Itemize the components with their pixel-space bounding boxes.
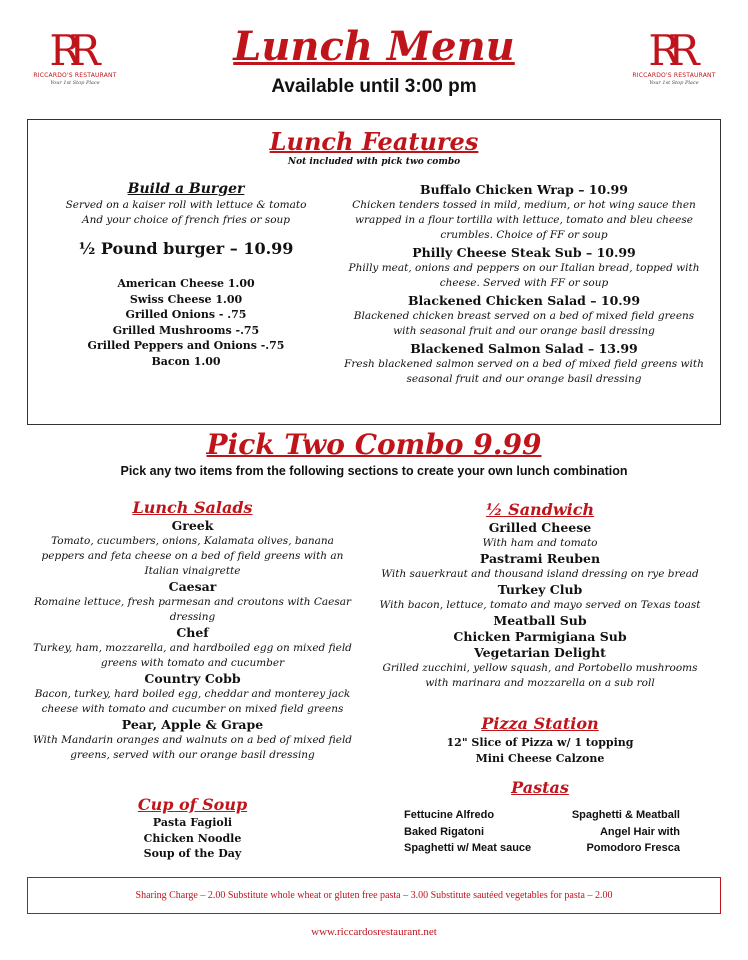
salads-section [30, 498, 355, 763]
pizza-section [370, 713, 710, 766]
page-title: Lunch Menu [233, 23, 515, 70]
pastas-right [540, 807, 680, 857]
addon-item: Swiss Cheese 1.00 [129, 292, 243, 306]
salad-name: Greek [171, 518, 214, 533]
soup-item: Soup of the Day [143, 847, 242, 860]
page-subtitle: Available until 3:00 pm [271, 76, 477, 97]
salad-desc: With Mandarin oranges and walnuts on a bed of mixed field greens, served with our orange basil dressing [32, 734, 353, 761]
logo-name: RICCARDO'S RESTAURANT [33, 72, 117, 79]
burger-desc: Served on a kaiser roll with lettuce & tomato [65, 199, 307, 211]
soup-section [30, 795, 355, 862]
charges-box [27, 877, 721, 914]
logo-left [25, 26, 125, 90]
feature-item-desc: Chicken tenders tossed in mild, medium, or hot wing sauce then wrapped in a flour tortilla with lettuce, tomato and bleu cheese crumbles. Choice of FF or soup [352, 199, 696, 241]
feature-item-name: Blackened Salmon Salad – 13.99 [410, 341, 638, 356]
features-title: Lunch Features [269, 127, 479, 156]
addon-item: American Cheese 1.00 [117, 277, 255, 290]
feature-item-desc: Fresh blackened salmon served on a bed of mixed field greens with seasonal fruit and our orange basil dressing [344, 358, 704, 385]
sandwich-desc: Grilled zucchini, yellow squash, and Portobello mushrooms with marinara and mozzarella on a sub roll [382, 662, 698, 689]
sandwich-name: Turkey Club [497, 582, 583, 597]
salad-name: Caesar [168, 579, 217, 594]
lunch-features-box [27, 119, 721, 425]
salad-desc: Turkey, ham, mozzarella, and hardboiled egg on mixed field greens with tomato and cucumber [33, 642, 352, 669]
logo-tagline: Your 1st Stop Place [649, 80, 699, 86]
pasta-item: Spaghetti & Meatball [571, 809, 680, 821]
website-link[interactable]: www.riccardosrestaurant.net [311, 926, 437, 938]
logo-mark: RR [648, 26, 688, 75]
salad-name: Chef [176, 625, 209, 640]
features-items [344, 182, 704, 387]
soup-heading: Cup of Soup [137, 795, 248, 814]
salads-heading: Lunch Salads [132, 498, 253, 517]
sandwich-name: Pastrami Reuben [479, 551, 601, 566]
logo-mark: RR [49, 26, 89, 75]
sandwich-name: Grilled Cheese [488, 520, 592, 535]
feature-item-desc: Philly meat, onions and peppers on our Italian bread, topped with cheese. Served with FF or soup [348, 262, 700, 289]
charges-text: Sharing Charge – 2.00 Substitute whole wheat or gluten free pasta – 3.00 Substitute sautéed vegetables for pasta – 2.00 [135, 890, 613, 901]
salad-name: Country Cobb [144, 671, 241, 686]
pasta-item: Fettucine Alfredo [404, 809, 495, 821]
combo-title: Pick Two Combo 9.99 [206, 428, 542, 461]
pizza-item: Mini Cheese Calzone [475, 751, 605, 765]
sandwich-desc: With bacon, lettuce, tomato and mayo served on Texas toast [379, 599, 701, 611]
addon-item: Bacon 1.00 [151, 354, 221, 368]
feature-item-desc: Blackened chicken breast served on a bed of mixed field greens with seasonal fruit and our orange basil dressing [353, 310, 695, 337]
feature-item-name: Buffalo Chicken Wrap – 10.99 [420, 182, 628, 197]
pasta-item: Angel Hair with [599, 825, 680, 838]
logo-tagline: Your 1st Stop Place [50, 80, 100, 86]
pasta-item: Baked Rigatoni [404, 825, 485, 838]
logo-name: RICCARDO'S RESTAURANT [632, 72, 716, 79]
soup-item: Chicken Noodle [143, 831, 242, 845]
feature-item-name: Blackened Chicken Salad – 10.99 [407, 293, 641, 308]
sandwich-name: Chicken Parmigiana Sub [453, 629, 627, 644]
burger-price: ½ Pound burger – 10.99 [78, 239, 294, 258]
burger-section [36, 180, 336, 369]
sandwich-desc: With sauerkraut and thousand island dressing on rye bread [381, 568, 699, 580]
features-note: Not included with pick two combo [287, 157, 461, 167]
sandwich-desc: With ham and tomato [482, 537, 598, 549]
salad-desc: Tomato, cucumbers, onions, Kalamata olives, banana peppers and feta cheese on a bed of field greens with an Italian vinaigrette [41, 535, 344, 577]
pastas-heading: Pastas [511, 778, 569, 797]
soup-item: Pasta Fagioli [152, 816, 233, 829]
sandwich-heading: ½ Sandwich [485, 500, 595, 519]
addon-item: Grilled Peppers and Onions -.75 [87, 339, 285, 352]
addon-item: Grilled Onions - .75 [125, 308, 247, 321]
pasta-item: Spaghetti w/ Meat sauce [404, 842, 532, 854]
burger-desc: And your choice of french fries or soup [81, 214, 291, 226]
pasta-item: Pomodoro Fresca [586, 842, 680, 854]
salad-desc: Romaine lettuce, fresh parmesan and croutons with Caesar dressing [33, 596, 352, 623]
pizza-heading: Pizza Station [481, 714, 599, 733]
burger-heading: Build a Burger [127, 181, 245, 197]
logo-right [624, 26, 724, 90]
feature-item-name: Philly Cheese Steak Sub – 10.99 [412, 245, 636, 260]
sandwich-name: Vegetarian Delight [474, 645, 606, 660]
sandwich-name: Meatball Sub [493, 613, 587, 628]
combo-instructions: Pick any two items from the following sections to create your own lunch combination [120, 464, 628, 478]
salad-desc: Bacon, turkey, hard boiled egg, cheddar and monterey jack cheese with tomato and cucumber on mixed field greens [34, 688, 351, 715]
addon-item: Grilled Mushrooms -.75 [112, 323, 260, 337]
pizza-item: 12" Slice of Pizza w/ 1 topping [446, 736, 634, 749]
salad-name: Pear, Apple & Grape [121, 717, 264, 732]
sandwich-section [370, 500, 710, 691]
